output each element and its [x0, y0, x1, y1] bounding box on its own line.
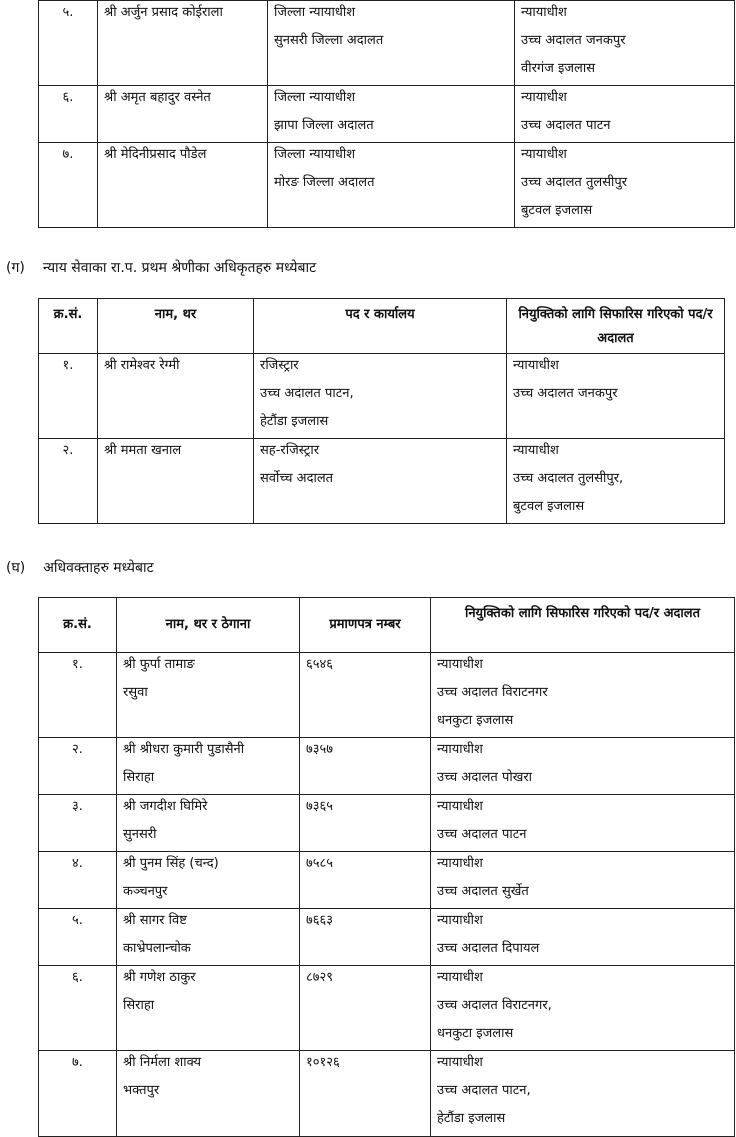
- serial-number: ५.: [39, 1, 98, 86]
- section-heading-gha: [6, 558, 154, 577]
- recommended-post: न्यायाधीश उच्च अदालत विराटनगर, धनकुटा इजलास: [431, 966, 735, 1051]
- header-name: नाम, थर: [98, 299, 254, 354]
- recommended-post: न्यायाधीश उच्च अदालत तुलसीपुर बुटवल इजलास: [515, 143, 735, 228]
- serial-number: ५.: [39, 909, 117, 966]
- certificate-number: १०१२६: [300, 1051, 431, 1137]
- table-row: [39, 1, 735, 86]
- header-name: नाम, थर र ठेगाना: [117, 598, 300, 653]
- table-header-row: [39, 598, 735, 653]
- recommended-post: न्यायाधीश उच्च अदालत सुर्खेत: [431, 852, 735, 909]
- table-row: [39, 653, 735, 738]
- recommended-post: न्यायाधीश उच्च अदालत तुलसीपुर, बुटवल इजलास: [507, 439, 725, 524]
- person-name: श्री रामेश्वर रेग्मी: [98, 354, 254, 439]
- certificate-number: ८७२९: [300, 966, 431, 1051]
- person-name: श्री अर्जुन प्रसाद कोईराला: [98, 1, 268, 86]
- recommended-post: न्यायाधीश उच्च अदालत पाटन: [431, 795, 735, 852]
- serial-number: ३.: [39, 795, 117, 852]
- serial-number: ६.: [39, 86, 98, 143]
- section-title: अधिवक्ताहरु मध्येबाट: [43, 560, 154, 576]
- header-recommendation: नियुक्तिको लागि सिफारिस गरिएको पद/र अदालत: [507, 299, 725, 354]
- table-row: [39, 852, 735, 909]
- post-office: जिल्ला न्यायाधीश सुनसरी जिल्ला अदालत: [268, 1, 515, 86]
- recommended-post: न्यायाधीश उच्च अदालत पोखरा: [431, 738, 735, 795]
- header-certificate: प्रमाणपत्र नम्बर: [300, 598, 431, 653]
- section-title: न्याय सेवाका रा.प. प्रथम श्रेणीका अधिकृतहरु मध्येबाट: [42, 260, 317, 276]
- header-serial: क्र.सं.: [39, 299, 98, 354]
- recommended-post: न्यायाधीश उच्च अदालत पाटन: [515, 86, 735, 143]
- serial-number: २.: [39, 439, 98, 524]
- table-row: [39, 439, 725, 524]
- recommended-post: न्यायाधीश उच्च अदालत जनकपुर वीरगंज इजलास: [515, 1, 735, 86]
- person-name: श्री निर्मला शाक्य भक्तपुर: [117, 1051, 300, 1137]
- recommended-post: न्यायाधीश उच्च अदालत जनकपुर: [507, 354, 725, 439]
- serial-number: १.: [39, 354, 98, 439]
- certificate-number: ७५८५: [300, 852, 431, 909]
- table-row: [39, 795, 735, 852]
- serial-number: ४.: [39, 852, 117, 909]
- certificate-number: ७३६५: [300, 795, 431, 852]
- serial-number: ६.: [39, 966, 117, 1051]
- table-advocates: [38, 597, 735, 1137]
- section-mark: (घ): [6, 560, 26, 576]
- serial-number: ७.: [39, 143, 98, 228]
- person-name: श्री जगदीश घिमिरे सुनसरी: [117, 795, 300, 852]
- header-recommendation: नियुक्तिको लागि सिफारिस गरिएको पद/र अदालत: [431, 598, 735, 653]
- recommended-post: न्यायाधीश उच्च अदालत दिपायल: [431, 909, 735, 966]
- person-name: श्री ममता खनाल: [98, 439, 254, 524]
- recommended-post: न्यायाधीश उच्च अदालत विराटनगर धनकुटा इजलास: [431, 653, 735, 738]
- table-row: [39, 354, 725, 439]
- serial-number: १.: [39, 653, 117, 738]
- person-name: श्री फुर्पा तामाङ रसुवा: [117, 653, 300, 738]
- post-office: जिल्ला न्यायाधीश झापा जिल्ला अदालत: [268, 86, 515, 143]
- person-name: श्री गणेश ठाकुर सिराहा: [117, 966, 300, 1051]
- certificate-number: ६५४६: [300, 653, 431, 738]
- table-row: [39, 909, 735, 966]
- recommended-post: न्यायाधीश उच्च अदालत पाटन, हेटौंडा इजलास: [431, 1051, 735, 1137]
- table-row: [39, 1051, 735, 1137]
- certificate-number: ७६६३: [300, 909, 431, 966]
- table-header-row: [39, 299, 725, 354]
- table-judges-continued: [38, 0, 735, 228]
- table-row: [39, 143, 735, 228]
- table-row: [39, 966, 735, 1051]
- person-name: श्री पुनम सिंह (चन्द) कञ्चनपुर: [117, 852, 300, 909]
- post-office: जिल्ला न्यायाधीश मोरङ जिल्ला अदालत: [268, 143, 515, 228]
- person-name: श्री मेदिनीप्रसाद पौडेल: [98, 143, 268, 228]
- certificate-number: ७३५७: [300, 738, 431, 795]
- header-post: पद र कार्यालय: [254, 299, 507, 354]
- person-name: श्री सागर विष्ट काभ्रेपलान्चोक: [117, 909, 300, 966]
- table-row: [39, 738, 735, 795]
- person-name: श्री श्रीधरा कुमारी पुडासैनी सिराहा: [117, 738, 300, 795]
- serial-number: २.: [39, 738, 117, 795]
- table-row: [39, 86, 735, 143]
- section-mark: (ग): [6, 260, 25, 276]
- serial-number: ७.: [39, 1051, 117, 1137]
- post-office: सह-रजिस्ट्रार सर्वोच्च अदालत: [254, 439, 507, 524]
- post-office: रजिस्ट्रार उच्च अदालत पाटन, हेटौंडा इजलास: [254, 354, 507, 439]
- person-name: श्री अमृत बहादुर वस्नेत: [98, 86, 268, 143]
- table-officers: [38, 298, 725, 524]
- header-serial: क्र.सं.: [39, 598, 117, 653]
- section-heading-ga: [6, 258, 316, 277]
